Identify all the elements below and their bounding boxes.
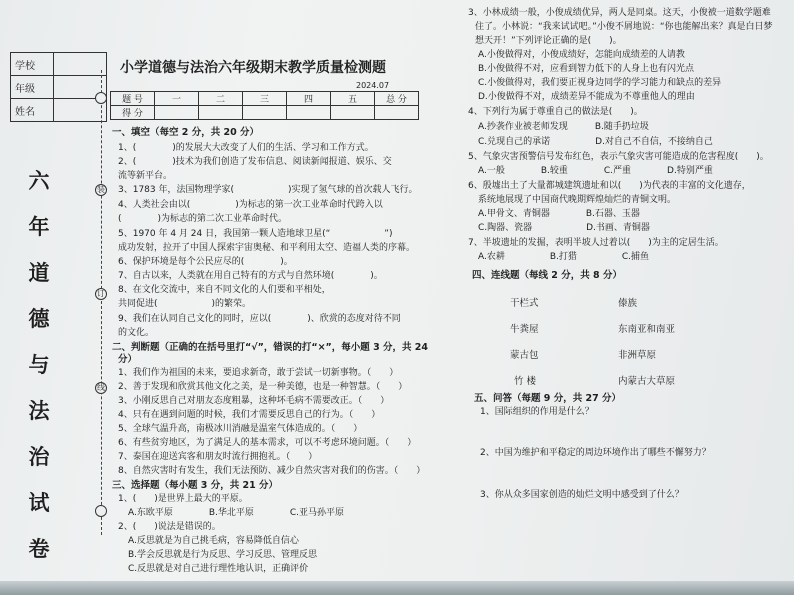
question-line: 3、小刚反思自己对朋友态度粗暴，这种坏毛病不需要改正。（ ） — [118, 396, 390, 406]
vertical-title-char: 治 — [28, 445, 50, 469]
score-cell[interactable] — [287, 106, 331, 120]
score-cell[interactable] — [155, 106, 199, 120]
option-line: B.小俊做得不对，应看到智力低下的人身上也有闪光点 — [478, 64, 695, 74]
option-line: B.学会反思就是行为反思、学习反思、管理反思 — [128, 550, 318, 560]
score-row-label: 得 分 — [111, 106, 155, 120]
score-header-cell: 总 分 — [375, 92, 419, 106]
question-line: 流等新平台。 — [118, 171, 173, 181]
score-value-row — [111, 106, 419, 120]
vertical-title-char: 德 — [28, 307, 50, 331]
binding-hole-icon — [95, 505, 107, 517]
question-line: 3、小林成绩一般，小俊成绩优异，两人是同桌。这天，小俊被一道数学题难 — [468, 8, 771, 18]
option-line: A.一般 B.较重 C.严重 D.特别严重 — [478, 166, 713, 176]
score-header-cell: 四 — [287, 92, 331, 106]
section-fill-blank-heading: 一、填空（每空 2 分，共 20 分） — [112, 127, 260, 138]
question-line: 8、自然灾害时有发生，我们无法预防、减少自然灾害对我们的伤害。（ ） — [118, 466, 426, 476]
score-header-row — [111, 92, 419, 106]
question-line: 想天开！”下列评论正确的是( )。 — [475, 36, 622, 46]
question-line: 2、中国为维护和平稳定的周边环境作出了哪些不懈努力？ — [480, 448, 711, 458]
binding-hole-ding: 订 — [97, 289, 105, 298]
question-line: 成功发射，拉开了中国人探索宇宙奥秘、和平利用太空、造福人类的序幕。 — [118, 243, 416, 253]
student-info-table — [10, 52, 107, 122]
question-line: 5、1970 年 4 月 24 日，我国第一颗人造地球卫星(“ ”) — [118, 229, 393, 239]
question-line: 共同促进( )的繁荣。 — [118, 299, 252, 309]
score-table — [110, 91, 419, 120]
vertical-title-char: 卷 — [28, 537, 50, 561]
question-line: 7、半坡遗址的发掘，表明半坡人过着以( )为主的定居生活。 — [468, 238, 724, 248]
vertical-title-char: 年 — [28, 215, 50, 239]
question-line: 8、在文化交流中，来自不同文化的人们要和平相处， — [118, 285, 331, 295]
score-header-cell: 五 — [331, 92, 375, 106]
option-line: A.反思就是为自己挑毛病，容易降低自信心 — [128, 536, 299, 546]
score-cell[interactable] — [331, 106, 375, 120]
exam-date: 2024.07 — [356, 81, 390, 90]
option-line: A.抄袭作业被老师发现 B.随手扔垃圾 — [478, 122, 649, 132]
match-left-item[interactable]: 蒙古包 — [510, 350, 539, 361]
question-line: 3、你从众多国家创造的灿烂文明中感受到了什么？ — [480, 490, 684, 500]
match-left-item[interactable]: 竹 楼 — [514, 376, 537, 387]
match-right-item[interactable]: 内蒙古大草原 — [618, 376, 676, 387]
school-field[interactable] — [54, 53, 107, 76]
match-right-item[interactable]: 非洲草原 — [618, 350, 657, 361]
match-right-item[interactable]: 东南亚和南亚 — [618, 324, 676, 335]
vertical-title-char: 道 — [28, 261, 50, 285]
match-left-item[interactable]: 牛粪屋 — [510, 324, 539, 335]
binding-line — [101, 70, 102, 535]
question-line: 6、保护环境是每个公民应尽的( )。 — [118, 257, 293, 267]
binding-hole-zhuang: 装 — [97, 185, 105, 194]
question-line: 3、1783 年，法国物理学家( )实现了氢气球的首次载人飞行。 — [118, 185, 418, 195]
section-matching-heading: 四、连线题（每线 2 分，共 8 分） — [472, 270, 622, 281]
question-line: 4、下列行为属于尊重自己的做法是( )。 — [468, 107, 643, 117]
question-line: 的文化。 — [118, 328, 155, 338]
score-header-cell: 一 — [155, 92, 199, 106]
option-line: C.兑现自己的承诺 D.对自己不自信，不接纳自己 — [478, 137, 713, 147]
score-cell[interactable] — [199, 106, 243, 120]
question-line: 系统地展现了中国商代晚期辉煌灿烂的青铜文明。 — [478, 195, 677, 205]
vertical-exam-title — [24, 158, 54, 572]
score-cell[interactable] — [375, 106, 419, 120]
score-cell[interactable] — [243, 106, 287, 120]
question-line: 7、自古以来，人类就在用自己特有的方式与自然环境( )。 — [118, 271, 383, 281]
exam-title: 小学道德与法治六年级期末教学质量检测题 — [120, 60, 386, 76]
section-true-false-heading: 二、判断题（正确的在括号里打“√”，错误的打“×”，每小题 3 分，共 24 — [112, 342, 429, 353]
question-line: 6、有些贫穷地区，为了满足人的基本需求，可以不考虑环境问题。（ ） — [118, 438, 417, 448]
question-line: 4、只有在遇到问题的时候，我们才需要反思自己的行为。（ ） — [118, 410, 381, 420]
question-line: 2、( )技术为我们创造了发布信息、阅读新闻报道、娱乐、交 — [118, 157, 392, 167]
name-row — [11, 99, 107, 122]
score-header-cell: 题 号 — [111, 92, 155, 106]
match-left-item[interactable]: 干栏式 — [510, 298, 539, 309]
option-line: A.小俊做得对，小俊成绩好，怎能向成绩差的人请教 — [478, 50, 685, 60]
grade-label: 年级 — [11, 76, 54, 99]
question-line: 2、( )说法是错误的。 — [118, 522, 221, 532]
question-line: 住了。小林说：“我来试试吧。”小俊不屑地说：“你也能解出来？真是白日梦 — [475, 22, 773, 32]
option-line: D.小俊做得不对，成绩差异不能成为不尊重他人的理由 — [478, 92, 695, 102]
question-line: 1、国际组织的作用是什么？ — [480, 407, 594, 417]
vertical-title-char: 法 — [28, 399, 50, 423]
option-line: A.甲骨文、青铜器 B.石器、玉器 — [478, 209, 640, 219]
grade-row — [11, 76, 107, 99]
question-line: 2、善于发现和欣赏其他文化之美，是一种美德，也是一种智慧。（ ） — [118, 382, 408, 392]
section-heading-cont: 分） — [118, 354, 138, 365]
table-edge — [0, 581, 794, 595]
question-line: 1、我们作为祖国的未来，要追求新奇，敢于尝试一切新事物。（ ） — [118, 368, 399, 378]
question-line: 6、殷墟出土了大量都城建筑遗址和以( )为代表的丰富的文化遗存， — [468, 181, 751, 191]
question-line: 5、全球气温升高，南极冰川消融是温室气体造成的。（ ） — [118, 424, 363, 434]
binding-hole-icon — [95, 92, 107, 104]
option-line: C.小俊做得对，我们要正视身边同学的学习能力和缺点的差异 — [478, 78, 722, 88]
option-line: A.农耕 B.打猎 C.捕鱼 — [478, 252, 650, 262]
question-line: 4、人类社会由以( )为标志的第一次工业革命时代跨入以 — [118, 200, 383, 210]
option-line: C.陶器、瓷器 D.书画、青铜器 — [478, 223, 650, 233]
vertical-title-char: 六 — [28, 169, 50, 193]
question-line: 7、泰国在迎送宾客和朋友时流行拥抱礼。（ ） — [118, 452, 318, 462]
question-line: 9、我们在认同自己文化的同时，应以( )、欣赏的态度对待不同 — [118, 314, 401, 324]
option-line: A.东欧平原 B.华北平原 C.亚马孙平原 — [128, 508, 345, 518]
binding-hole-xian: 线 — [97, 383, 105, 392]
school-row — [11, 53, 107, 76]
section-qa-heading: 五、问答（每题 9 分，共 27 分） — [474, 393, 622, 404]
name-label: 姓名 — [11, 99, 54, 122]
option-line: C.反思就是对自己进行理性地认识，正确评价 — [128, 564, 309, 574]
match-right-item[interactable]: 傣族 — [618, 298, 638, 309]
score-header-cell: 三 — [243, 92, 287, 106]
question-line: ( )为标志的第二次工业革命时代。 — [118, 214, 288, 224]
vertical-title-char: 与 — [28, 353, 50, 377]
score-header-cell: 二 — [199, 92, 243, 106]
question-line: 1、( )是世界上最大的平原。 — [118, 494, 248, 504]
school-label: 学校 — [11, 53, 54, 76]
question-line: 1、( )的发展大大改变了人们的生活、学习和工作方式。 — [118, 143, 374, 153]
section-choice-heading: 三、选择题（每小题 3 分，共 21 分） — [112, 480, 279, 491]
question-line: 5、气象灾害预警信号发布红色，表示气象灾害可能造成的危害程度( )。 — [468, 152, 769, 162]
vertical-title-char: 试 — [28, 491, 50, 515]
